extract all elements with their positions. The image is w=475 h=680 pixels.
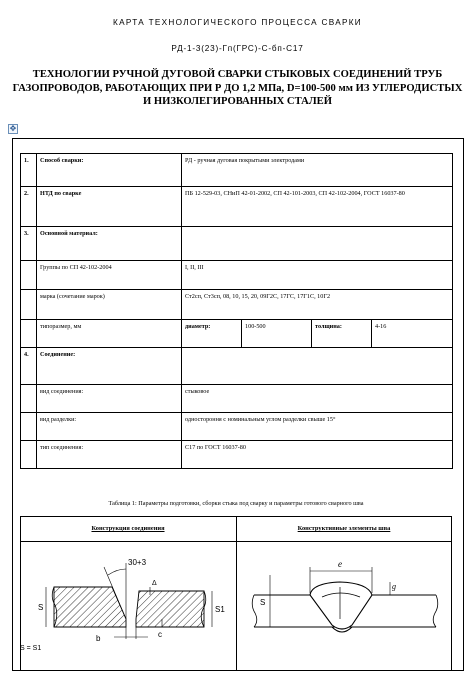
table-caption: Таблица 1: Параметры подготовки, сборки стыка под сварку и параметры готового сварного шва <box>108 500 364 507</box>
table-row <box>21 227 453 261</box>
right-section-title: Конструктивные элементы шва <box>297 525 391 532</box>
row-value: одностороння с номинальным углом разделки свыше 15° <box>182 413 453 441</box>
s-label-right: S <box>260 598 266 607</box>
joint-construction-drawing <box>24 545 232 645</box>
c-label: c <box>158 630 162 639</box>
row-value: Ст2сп, Ст3сп, 08, 10, 15, 20, 09Г2С, 17ГС, 17Г1С, 10Г2 <box>182 290 453 320</box>
process-map-title: КАРТА ТЕХНОЛОГИЧЕСКОГО ПРОЦЕССА СВАРКИ <box>113 18 362 27</box>
g-label: g <box>392 582 396 591</box>
row-number: 1. <box>21 154 37 187</box>
table-row <box>21 348 453 385</box>
left-section-title: Конструкция соединения <box>91 525 165 532</box>
row-value: ПБ 12-529-03, СНиП 42-01-2002, СП 42-101-2003, СП 42-102-2004, ГОСТ 16037-80 <box>182 187 453 227</box>
process-table <box>20 153 453 469</box>
row-label: Группы по СП 42-102-2004 <box>37 261 182 290</box>
section-header-divider <box>20 541 452 542</box>
row-label: Способ сварки: <box>37 154 182 187</box>
row-label: НТД по сварке <box>37 187 182 227</box>
diameter-value: 100-500 <box>242 320 312 348</box>
section-divider-middle <box>236 516 237 671</box>
row-value <box>182 227 453 261</box>
row-value: стыковое <box>182 385 453 413</box>
angle-label: 30+3 <box>128 558 147 567</box>
delta-label: Δ <box>152 580 157 587</box>
table-row <box>21 441 453 469</box>
diameter-label: диаметр: <box>182 320 242 348</box>
row-label: вид соединения: <box>37 385 182 413</box>
row-label: Основной материал: <box>37 227 182 261</box>
row-number: 3. <box>21 227 37 261</box>
row-label: тип соединения: <box>37 441 182 469</box>
row-label: марка (сочетание марок) <box>37 290 182 320</box>
row-number: 4. <box>21 348 37 385</box>
thickness-formula: S = S1 <box>20 645 42 652</box>
row-label: вид разделки: <box>37 413 182 441</box>
row-value: РД - ручная дуговая покрытыми электродами <box>182 154 453 187</box>
thickness-label: толщина: <box>312 320 372 348</box>
table-row <box>21 261 453 290</box>
table-row <box>21 413 453 441</box>
row-value <box>182 348 453 385</box>
e-label: e <box>338 559 342 569</box>
row-number: 2. <box>21 187 37 227</box>
table-row <box>21 320 453 348</box>
row-label: типоразмер, мм <box>37 320 182 348</box>
row-value: С17 по ГОСТ 16037-80 <box>182 441 453 469</box>
thickness-value: 4-16 <box>372 320 453 348</box>
section-border-right <box>451 516 452 671</box>
row-value: I, II, III <box>182 261 453 290</box>
row-label: Соединение: <box>37 348 182 385</box>
move-handle-icon[interactable]: ✥ <box>9 124 17 133</box>
table-row <box>21 290 453 320</box>
table-row <box>21 154 453 187</box>
s1-label: S1 <box>215 605 225 614</box>
weld-elements-drawing <box>240 545 448 645</box>
s-label: S <box>38 603 44 612</box>
table-row <box>21 385 453 413</box>
main-title: ТЕХНОЛОГИИ РУЧНОЙ ДУГОВОЙ СВАРКИ СТЫКОВЫХ СОЕДИНЕНИЙ ТРУБ ГАЗОПРОВОДОВ, РАБОТАЮЩИХ ПРИ Р ДО 1,2 МПа, D=100-500 мм ИЗ УГЛЕРОДИСТЫХ И НИЗКОЛЕГИРОВАННЫХ СТАЛЕЙ <box>12 69 463 107</box>
table-row <box>21 187 453 227</box>
document-code: РД-1-3(23)-Гп(ГРС)-С-бп-С17 <box>171 44 304 53</box>
b-label: b <box>96 634 101 643</box>
